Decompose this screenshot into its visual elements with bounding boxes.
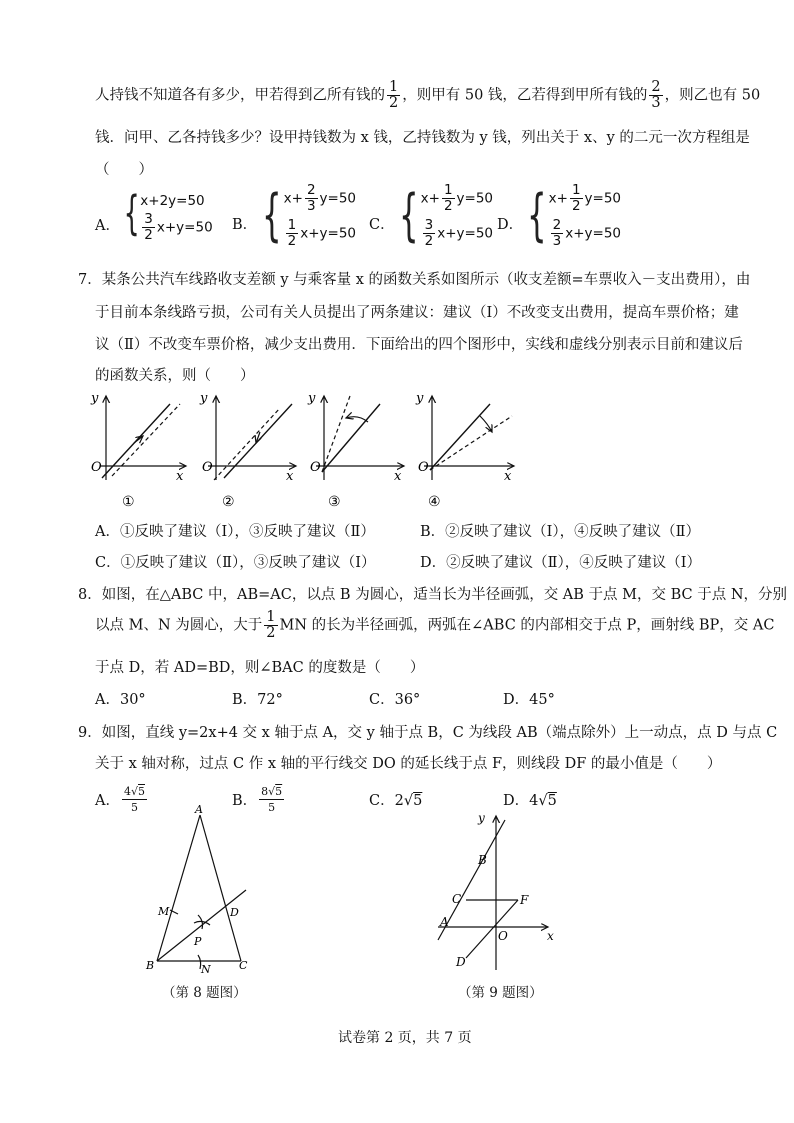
q8-option-a[interactable] <box>95 688 146 709</box>
option-label: A． <box>95 692 120 708</box>
origin-label: O <box>91 460 102 475</box>
axis-y-label: y <box>91 391 99 406</box>
coef: 8 <box>261 785 269 798</box>
q7-option-c[interactable] <box>95 551 375 572</box>
axis-y-label: y <box>200 391 208 406</box>
brace-icon: { <box>262 183 282 248</box>
point-c-label: C <box>239 959 248 972</box>
sqrt-fraction: $\frac{8√5}{5}$ <box>261 785 283 814</box>
point-p-label: P <box>194 935 202 948</box>
q8-option-b[interactable] <box>232 688 283 709</box>
equation-pre: x+ <box>420 190 440 207</box>
option-label: D． <box>503 793 530 809</box>
point-a-label: A <box>195 803 203 816</box>
frac-numerator: 1 <box>443 182 453 198</box>
frac-denominator: 5 <box>130 801 138 814</box>
equation-system <box>254 183 356 249</box>
q7-text-line4: 的函数关系，则（ ） <box>95 368 255 384</box>
equation-rest: x+y=50 <box>565 225 622 242</box>
q9-caption: （第 9 题图） <box>458 985 543 1001</box>
q6-paren: （ ） <box>95 162 153 178</box>
sqrt-fraction: $\frac{4√5}{5}$ <box>123 785 145 814</box>
triangle-abc <box>157 815 246 969</box>
frac-denominator: 3 <box>651 95 661 111</box>
graph-2 <box>199 391 296 510</box>
q6-line1-part3: ，则乙也有 50 <box>664 87 761 104</box>
equation-pre: x+ <box>548 190 568 207</box>
frac-denominator: 3 <box>306 198 316 214</box>
option-text: 72° <box>257 692 283 708</box>
q9-text-line1: 9．如图，直线 y=2x+4 交 x 轴于点 A，交 y 轴于点 B，C 为线段 AB（端点除外）上一动点，点 D 与点 C <box>78 725 778 741</box>
frac-denominator: 2 <box>424 233 434 249</box>
option-label: C． <box>95 555 121 571</box>
frac-numerator: 1 <box>571 182 581 198</box>
origin-label: O <box>202 460 213 475</box>
q9-option-d[interactable]: D．4√5 <box>503 793 557 809</box>
option-text: ②反映了建议（Ⅰ），④反映了建议（Ⅱ） <box>445 524 700 540</box>
axis-y-label: y <box>308 391 316 406</box>
q8-text-line1: 8．如图，在△ABC 中，AB=AC，以点 B 为圆心，适当长为半径画弧，交 AB 于点 M，交 BC 于点 N，分别 <box>78 587 788 603</box>
q6-text-line1 <box>95 80 760 111</box>
page-footer: 试卷第 2 页，共 7 页 <box>338 1030 472 1046</box>
q9-option-c[interactable]: C．2√5 <box>369 793 423 809</box>
origin-label: O <box>418 460 429 475</box>
system-body <box>549 183 621 249</box>
option-label: A． <box>95 524 120 540</box>
equation-1: x+2y=50 <box>140 193 205 209</box>
system-body <box>284 183 356 249</box>
q7-graphs <box>88 388 518 518</box>
coef: 2 <box>394 793 404 809</box>
option-label: A． <box>95 218 120 234</box>
equation-1 <box>284 183 356 214</box>
frac-denominator: 5 <box>268 801 276 814</box>
brace-icon: { <box>527 183 547 248</box>
graph-label-1: ① <box>122 494 135 510</box>
frac-numerator: 1 <box>266 609 276 625</box>
option-text: 30° <box>119 692 146 708</box>
equation-2 <box>549 218 621 249</box>
q8-option-c[interactable] <box>369 688 420 709</box>
frac-denominator: 2 <box>266 625 276 641</box>
frac-numerator: 3 <box>424 217 434 233</box>
frac-numerator: 1 <box>389 79 399 95</box>
q8-caption: （第 8 题图） <box>162 985 247 1001</box>
q7-text-line3: 议（Ⅱ）不改变车票价格，减少支出费用．下面给出的四个图形中，实线和虚线分别表示目前和建议后 <box>95 337 743 353</box>
q8-line2-post: MN 的长为半径画弧，两弧在∠ABC 的内部相交于点 P，画射线 BP，交 AC <box>279 617 775 634</box>
point-c-label: C <box>452 892 462 906</box>
brace-icon: { <box>123 186 140 240</box>
point-a-label: A <box>440 915 449 929</box>
point-f-label: F <box>520 893 529 907</box>
frac-numerator: 3 <box>144 211 153 227</box>
equation-system <box>391 183 493 249</box>
q8-line2-pre: 以点 M、N 为圆心，大于 <box>95 617 263 634</box>
equation-rest: y=50 <box>319 190 357 207</box>
equation-2 <box>421 218 493 249</box>
fraction-half <box>264 610 277 641</box>
radicand: 5 <box>138 785 145 798</box>
option-label: B． <box>232 692 258 708</box>
option-label: D． <box>503 692 530 708</box>
q7-option-a[interactable] <box>95 520 375 541</box>
point-m-label: M <box>158 905 170 918</box>
equation-rest: y=50 <box>456 190 494 207</box>
option-label: D． <box>420 555 447 571</box>
point-d-label: D <box>456 955 466 969</box>
option-text: ②反映了建议（Ⅱ），④反映了建议（Ⅰ） <box>446 555 701 571</box>
fraction-half <box>387 80 400 111</box>
q6-line1-part1: 人持钱不知道各有多少，甲若得到乙所有钱的 <box>95 87 385 104</box>
axis-x-label: x <box>504 469 512 484</box>
equation-2 <box>284 218 356 249</box>
axis-x-label: x <box>176 469 184 484</box>
graph-4 <box>415 391 514 510</box>
graph-3 <box>307 391 404 510</box>
radicand: 5 <box>547 793 557 809</box>
equation-rest: x+y=50 <box>156 219 213 236</box>
equation-rest: x+y=50 <box>300 225 357 242</box>
option-label: D． <box>497 217 524 233</box>
axis-y-label: y <box>416 391 424 406</box>
coef: 4 <box>123 785 131 798</box>
option-text: 45° <box>529 692 555 708</box>
radicand: 5 <box>413 793 423 809</box>
equation-pre: x+ <box>283 190 303 207</box>
equation-2 <box>140 212 212 243</box>
q7-option-b[interactable] <box>420 520 700 541</box>
option-text: ①反映了建议（Ⅰ），③反映了建议（Ⅱ） <box>119 524 375 540</box>
q7-option-d[interactable] <box>420 551 701 572</box>
q9-figure <box>430 810 570 975</box>
origin-label: O <box>310 460 321 475</box>
system-body <box>421 183 493 249</box>
option-text: ①反映了建议（Ⅱ），③反映了建议（Ⅰ） <box>120 555 376 571</box>
q6-line1-part2: ，则甲有 50 钱，乙若得到甲所有钱的 <box>402 87 648 104</box>
q8-figure <box>140 803 270 978</box>
equation-rest: y=50 <box>584 190 622 207</box>
option-text: 36° <box>394 692 421 708</box>
option-label: B． <box>232 217 258 233</box>
q7-text-line2: 于目前本条线路亏损，公司有关人员提出了两条建议：建议（Ⅰ）不改变支出费用，提高车票价格；建 <box>95 305 739 321</box>
graph-1 <box>90 391 186 510</box>
frac-numerator: 2 <box>552 217 562 233</box>
graph-label-2: ② <box>222 494 235 510</box>
frac-denominator: 2 <box>571 198 581 214</box>
coef: 4 <box>529 793 539 809</box>
q8-option-d[interactable] <box>503 688 555 709</box>
radicand: 5 <box>275 785 283 798</box>
frac-denominator: 2 <box>443 198 453 214</box>
fraction-two-thirds <box>649 80 662 111</box>
axis-x-label: x <box>394 469 402 484</box>
point-d-label: D <box>230 906 239 919</box>
option-label: C． <box>369 692 395 708</box>
equation-1 <box>549 183 621 214</box>
q8-text-line3: 于点 D，若 AD=BD，则∠BAC 的度数是（ ） <box>95 660 425 676</box>
graph-label-4: ④ <box>428 494 441 510</box>
point-b-label: B <box>146 959 155 972</box>
point-b-label: B <box>478 853 487 867</box>
q9-text-line2: 关于 x 轴对称，过点 C 作 x 轴的平行线交 DO 的延长线于点 F，则线段 DF 的最小值是（ ） <box>95 756 722 772</box>
frac-denominator: 2 <box>389 95 399 111</box>
q7-text-line1: 7．某条公共汽车线路收支差额 y 与乘客量 x 的函数关系如图所示（收支差额=车票收入－支出费用），由 <box>78 272 751 288</box>
brace-icon: { <box>399 183 419 248</box>
origin-label: O <box>498 929 508 943</box>
q8-text-line2 <box>95 610 774 641</box>
axis-y-label: y <box>478 811 485 825</box>
q6-text-line2: 钱．问甲、乙各持钱多少？设甲持钱数为 x 钱，乙持钱数为 y 钱，列出关于 x、y 的二元一次方程组是 <box>95 130 750 146</box>
option-label: C． <box>369 793 395 809</box>
axis-x-label: x <box>286 469 294 484</box>
axis-x-label: x <box>547 929 554 943</box>
frac-numerator: 1 <box>287 217 297 233</box>
system-body <box>140 190 212 243</box>
option-label: B． <box>232 793 258 809</box>
equation-rest: x+y=50 <box>437 225 494 242</box>
option-label: B． <box>420 524 446 540</box>
graph-label-3: ③ <box>328 494 341 510</box>
equation-system <box>117 186 213 243</box>
frac-denominator: 2 <box>287 233 297 249</box>
option-label: C． <box>369 217 395 233</box>
frac-denominator: 3 <box>552 233 562 249</box>
point-n-label: N <box>201 963 211 976</box>
frac-numerator: 2 <box>306 182 316 198</box>
option-label: A． <box>95 793 120 809</box>
equation-system <box>519 183 621 249</box>
frac-denominator: 2 <box>144 227 153 243</box>
equation-1 <box>421 183 493 214</box>
frac-numerator: 2 <box>651 79 661 95</box>
